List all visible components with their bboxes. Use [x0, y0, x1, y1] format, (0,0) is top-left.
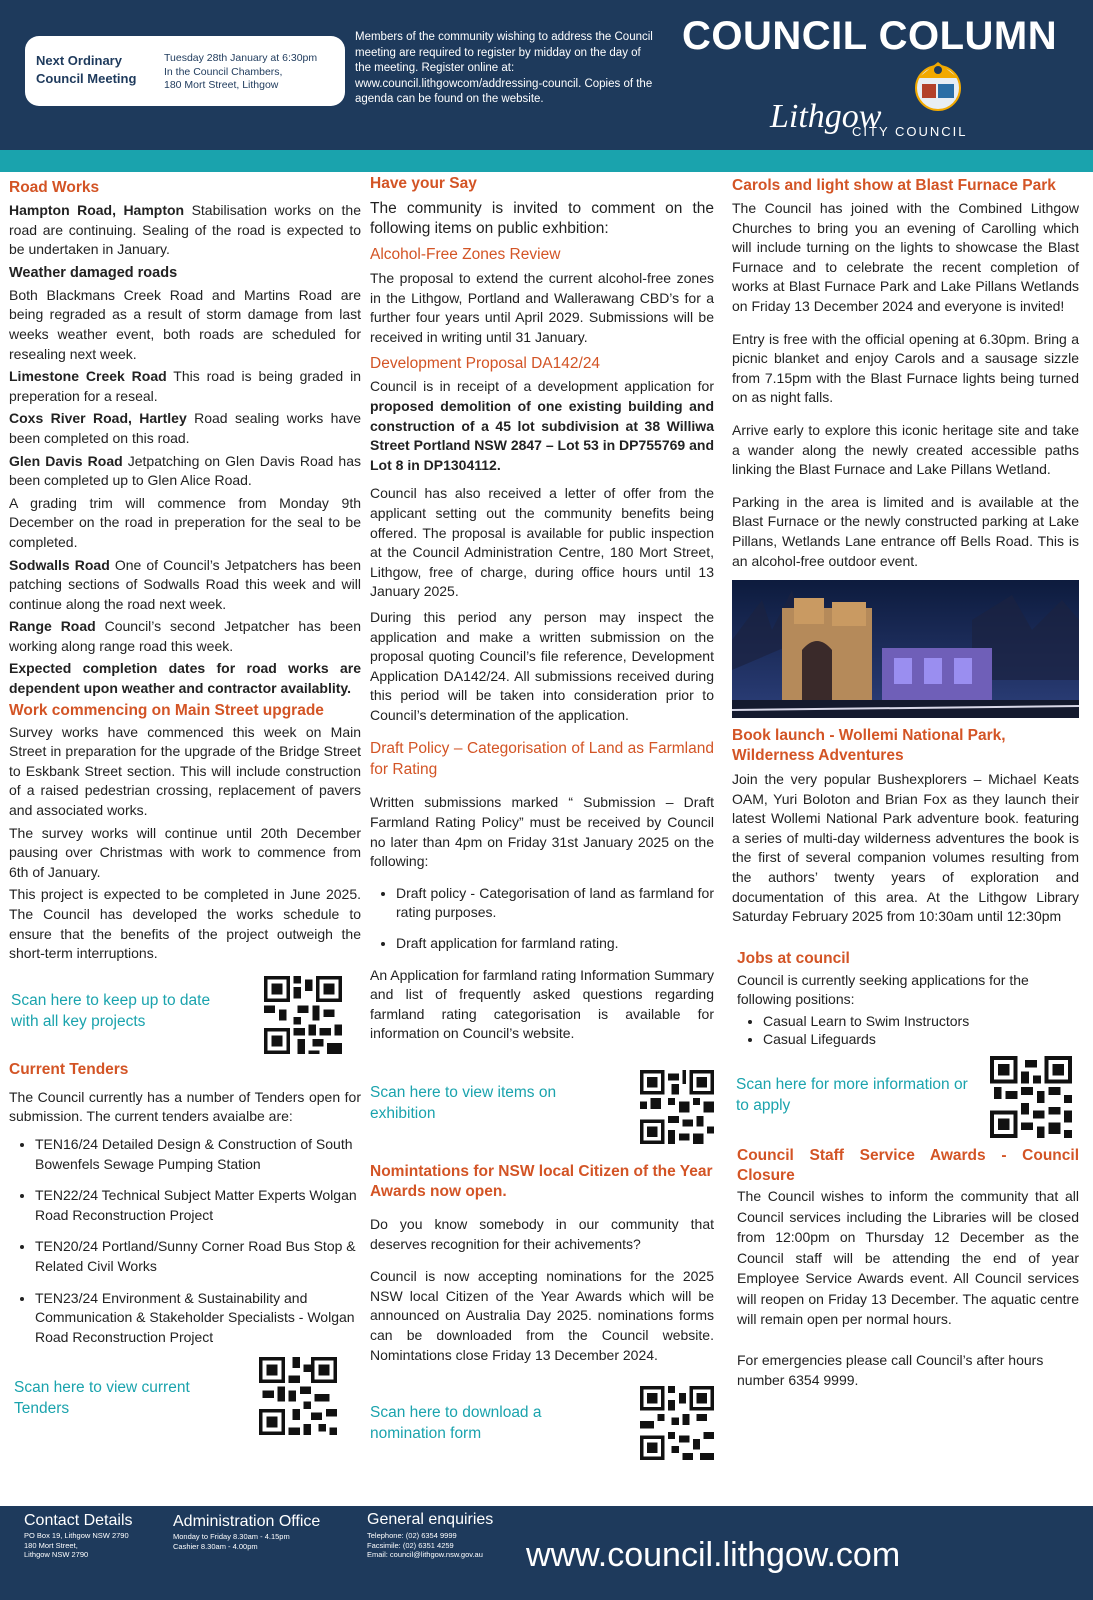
jobs-qr-row [732, 1056, 1079, 1144]
da-heading: Development Proposal DA142/24 [370, 355, 601, 373]
contact-line: Lithgow NSW 2790 [24, 1550, 89, 1559]
carols-p1: The Council has joined with the Combined Lithgow Churches to bring you an evening of Carolling which will include turning on the lights to showcase the Blast Furnace and to celebrate the recent completion of works at Blast Furnace Park and Lake Pillans Wetlands on Friday 13 December 2024 and everyone is invited! [732, 200, 1079, 314]
da-paragraph-3: During this period any person may inspect the application and make a written submission on the proposal quoting Council’s file reference, Development Application DA142/24. All submissions received during this period will be taken into consideration prior to Council’s determination of the application. [370, 608, 714, 723]
main-street-p1: Survey works have commenced this week on Main Street in preparation for the upgrade of the Bridge Street to Eskbank Street section. This will include construction of a raised pedestrian crossing, replacement of pavers and associated works. [9, 723, 361, 819]
tender-item: • TEN22/24 Technical Subject Matter Experts Wolgan Road Reconstruction Project [35, 1186, 361, 1225]
meeting-details [164, 52, 339, 93]
awards-section [737, 1146, 1079, 1391]
coxs-paragraph [9, 409, 361, 448]
jobs-section [737, 949, 1079, 1048]
da-paragraph-1 [370, 377, 714, 475]
sodwalls-paragraph [9, 556, 361, 615]
book-heading: Book launch - Wollemi National Park, Wilderness Adventures [732, 727, 1006, 765]
weather-heading: Weather damaged roads [9, 264, 178, 281]
website-url[interactable]: www.council.lithgow.com [526, 1536, 901, 1574]
road-works-heading: Road Works [9, 179, 100, 196]
sodwalls-bold: Sodwalls Road [9, 556, 110, 573]
draft-policy-heading: Draft Policy – Categorisation of Land as Farmland for Rating [370, 740, 714, 779]
carols-heading: Carols and light show at Blast Furnace Park [732, 177, 1056, 194]
limestone-text: This road is being graded in preperation for a reseal. [9, 368, 361, 404]
exhibition-qr-text[interactable]: Scan here to view items on exhibition [370, 1084, 557, 1122]
qr-code-icon[interactable] [640, 1386, 714, 1460]
range-text: Council’s second Jetpatcher has been working along range road this week. [9, 618, 361, 654]
weather-text: Both Blackmans Creek Road and Martins Road are being regraded as a result of storm damage from last weeks weather event, both roads are scheduled for resealing next week. [9, 286, 361, 362]
citizen-heading: Nomintations for NSW local Citizen of the Year Awards now open. [370, 1163, 713, 1200]
carols-p2: Entry is free with the official opening at 6.30pm. Bring a picnic blanket and enjoy Carols and a sausage sizzle from 7.15pm with the Blast Furnace lights being turned on as night falls. [732, 330, 1079, 406]
book-text: Join the very popular Bushexplorers – Michael Keats OAM, Yuri Boloton and Brian Fox as they launch their latest Wollemi National Park adventure book. featuring a series of multi-day wilderness adventures the book is the first of several companion volumes resulting from the authors’ twenty years of exploration and documentation of this area. At the Lithgow Library Saturday February 2025 from 10:30am until 12:30pm [732, 771, 1079, 925]
enquiries-line: Telephone: (02) 6354 9999 [367, 1531, 457, 1540]
hampton-paragraph [9, 201, 361, 260]
header-note: Members of the community wishing to address the Council meeting are required to register by midday on the day of the meeting. Register online at: www.council.lithgowcom/addressing-council. Copies of the agenda can be found on the website. [355, 31, 653, 105]
footer [0, 1506, 1093, 1600]
hampton-bold: Hampton Road, Hampton [9, 202, 185, 218]
tender-item: • TEN20/24 Portland/Sunny Corner Road Bus Stop & Related Civil Works [35, 1237, 361, 1276]
job-item: • Casual Learn to Swim Instructors [763, 1012, 1079, 1030]
jobs-text: Council is currently seeking applications for the following positions: [737, 971, 1029, 1008]
coxs-bold: Coxs River Road, Hartley [9, 410, 187, 427]
enquiries-line[interactable]: Email: council@lithgow.nsw.gov.au [367, 1550, 483, 1559]
hampton-text: Stabilisation works on the road are continuing. Sealing of the road is expected to be undertaken in January. [9, 202, 362, 258]
admin-details [173, 1532, 290, 1551]
jobs-list [737, 1012, 1079, 1048]
main-street-p2: The survey works will continue until 20th December pausing over Christmas with work to commence from 6th of January. [9, 824, 361, 880]
blast-furnace-photo [732, 580, 1079, 718]
glen-text: Jetpatching on Glen Davis Road has been completed up to Glen Alice Road. [9, 452, 361, 489]
contact-details [24, 1531, 129, 1560]
column-right [732, 178, 1079, 1391]
contact-title: Contact Details [24, 1512, 133, 1529]
range-bold: Range Road [9, 618, 96, 635]
expected-text: Expected completion dates for road works are dependent upon weather and contractor availablity. [9, 660, 361, 697]
awards-heading: Council Staff Service Awards - Council Closure [737, 1147, 1079, 1185]
tender-item: • TEN16/24 Detailed Design & Construction of South Bowenfels Sewage Pumping Station [35, 1135, 361, 1174]
council-crest-icon [908, 56, 968, 116]
job-item: • Casual Lifeguards [763, 1030, 1079, 1048]
meeting-date: Tuesday 28th January at 6:30pm [164, 52, 318, 64]
da-paragraph-2: Council has also received a letter of offer from the applicant setting out the community benefits being offered. The proposal is available for public inspection at the Council Administration Centre, 180 Mort Street, Lithgow, free of charge, during office hours until 13 January 2025. [370, 485, 714, 600]
tenders-qr-text[interactable]: Scan here to view current Tenders [14, 1379, 190, 1418]
jobs-qr-text[interactable]: Scan here for more information or to apply [736, 1076, 968, 1115]
column-middle [370, 175, 714, 1466]
header [0, 0, 1093, 150]
page-title: COUNCIL COLUMN [682, 14, 1058, 58]
main-street-p3: This project is expected to be completed in June 2025. The Council has developed the works schedule to ensure that the benefits of the project outweigh the short-term interruptions. [9, 886, 361, 962]
meeting-box [25, 36, 345, 106]
exhibition-qr-row [370, 1070, 714, 1150]
qr-code-icon[interactable] [990, 1056, 1072, 1138]
meeting-address: 180 Mort Street, Lithgow [164, 79, 279, 91]
draft-policy-text: Written submissions marked “ Submission – Draft Farmland Rating Policy” must be received by Council no later than 4pm on Friday 31st January 2025 on the following: [370, 794, 714, 870]
coxs-text: Road sealing works have been completed on this road. [9, 410, 361, 446]
main-street-heading: Work commencing on Main Street upgrade [9, 701, 324, 719]
contact-line: PO Box 19, Lithgow NSW 2790 [24, 1531, 129, 1540]
emergency-text: For emergencies please call Council’s after hours number 6354 9999. [737, 1351, 1044, 1389]
admin-title: Administration Office [173, 1513, 321, 1530]
tenders-heading: Current Tenders [9, 1060, 129, 1078]
draft-policy-item: • Draft policy - Categorisation of land as farmland for rating purposes. [396, 884, 714, 923]
da-p1-bold: proposed demolition of one existing building and construction of a 45 lot subdivision at 38 Williwa Street Portland NSW 2847 – Lot 53 in DP755769 and Lot 8 in DP1304112. [370, 397, 714, 473]
enquiries-title: General enquiries [367, 1511, 494, 1528]
sodwalls-text: One of Council’s Jetpatchers has been patching sections of Sodwalls Road this week and will continue along the road next week. [9, 556, 361, 612]
draft-policy-item: • Draft application for farmland rating. [396, 934, 714, 954]
tenders-intro: The Council currently has a number of Tenders open for submission. The current tenders avaialbe are: [9, 1088, 361, 1125]
admin-line: Monday to Friday 8.30am - 4.15pm [173, 1532, 290, 1541]
grading-text: A grading trim will commence from Monday 9th December on the road in preperation for the seal to be completed. [9, 494, 361, 550]
carols-p4: Parking in the area is limited and is available at the Blast Furnace or the newly constructed parking at Lake Pillans, Wetlands Lane entrance off Bells Road. This is an alcohol-free outdoor event. [732, 493, 1079, 569]
tenders-list [9, 1135, 361, 1347]
tender-item: • TEN23/24 Environment & Sustainability and Communication & Stakeholder Specialists - Wolgan Road Reconstruction Project [35, 1289, 361, 1348]
draft-policy-after: An Application for farmland rating Information Summary and list of frequently asked questions regarding farmland rating categorisation is available for information on Council’s website. [370, 966, 714, 1042]
glen-paragraph [9, 452, 361, 491]
range-paragraph [9, 617, 361, 656]
qr-code-icon[interactable] [640, 1070, 714, 1144]
enquiries-details [367, 1531, 483, 1560]
limestone-bold: Limestone Creek Road [9, 368, 167, 385]
qr-code-icon[interactable] [259, 1357, 337, 1435]
jobs-heading: Jobs at council [737, 949, 850, 967]
limestone-paragraph [9, 367, 361, 406]
column-left [9, 178, 361, 1443]
meeting-title: Next Ordinary Council Meeting [36, 53, 137, 86]
citizen-p2: Council is now accepting nominations for the 2025 NSW local Citizen of the Year Awards which will be announced on Australia Day 2025. nominations forms can be downloaded from the Council website. Nomintations close Friday 13 December 2024. [370, 1268, 714, 1363]
projects-qr-text[interactable]: Scan here to keep up to date with all key projects [11, 991, 211, 1030]
logo-subtitle: CITY COUNCIL [852, 124, 968, 139]
awards-text: The Council wishes to inform the community that all Council services including the Libraries will be closed from 12:00pm on Thursday 12 December as the Council staff will be attending the end of year Employee Service Awards event. All Council services will reopen on Friday 13 December. The aquatic centre will remain open per normal hours. [737, 1188, 1079, 1328]
have-your-say-intro: The community is invited to comment on the following items on public exhbition: [370, 200, 714, 237]
teal-band [0, 150, 1093, 172]
glen-bold: Glen Davis Road [9, 452, 123, 469]
meeting-place: In the Council Chambers, [164, 65, 283, 78]
tenders-qr-row [9, 1357, 361, 1443]
nomination-qr-row [370, 1386, 714, 1466]
alcohol-heading: Alcohol-Free Zones Review [370, 246, 561, 263]
nomination-qr-text[interactable]: Scan here to download a nomination form [370, 1404, 542, 1443]
logo-wordmark: Lithgow [770, 98, 882, 135]
citizen-p1: Do you know somebody in our community that deserves recognition for their achivements? [370, 1216, 714, 1252]
contact-line: 180 Mort Street, [24, 1540, 78, 1550]
da-p1-start: Council is in receipt of a development application for [370, 378, 714, 395]
qr-code-icon[interactable] [264, 976, 342, 1054]
alcohol-text: The proposal to extend the current alcohol-free zones in the Lithgow, Portland and Wallerawang CBD’s for a further four years until April 2029. Submissions will be received in writing until 31 January. [370, 270, 714, 345]
have-your-say-heading: Have your Say [370, 175, 477, 192]
draft-policy-list [370, 884, 714, 954]
projects-qr-row [9, 976, 361, 1062]
admin-line: Cashier 8.30am - 4.00pm [173, 1541, 258, 1551]
carols-p3: Arrive early to explore this iconic heritage site and take a wander along the newly created accessible paths linking the Blast Furnace and Lake Pillans Wetland. [732, 421, 1079, 478]
enquiries-line: Facsimile: (02) 6351 4259 [367, 1540, 454, 1550]
